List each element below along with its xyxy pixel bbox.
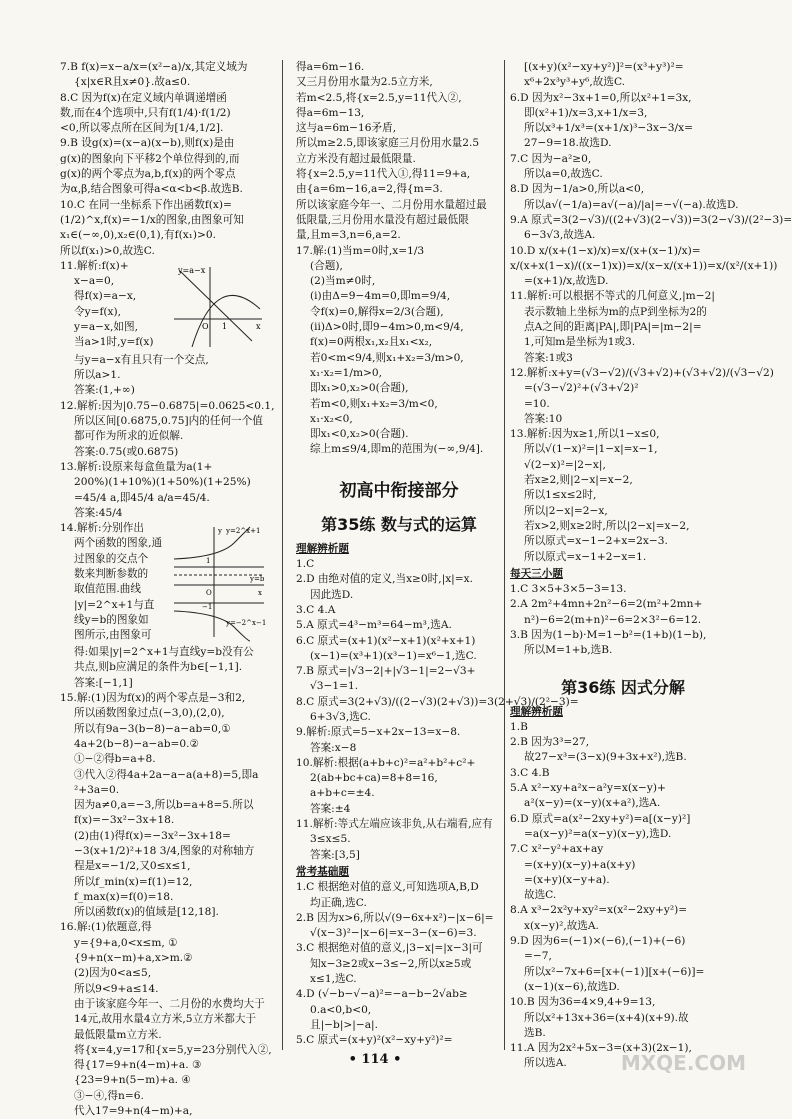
- text-line: 所以f_min(x)=f(1)=12,: [74, 875, 193, 888]
- text-line: 8.C 原式=3(2+√3)/((2−√3)(2+√3))=3(2+√3)/(2²−3)=: [296, 695, 579, 708]
- text-line: =−7,: [524, 950, 552, 963]
- text-line: 9.A 原式=3(2−√3)/((2+√3)(2−√3))=3(2−√3)/(2²−3)=: [510, 213, 792, 226]
- text-line: 为α,β,结合图象可得a<α<b<β.故选B.: [60, 183, 243, 196]
- text-line: 答案:1或3: [524, 351, 573, 364]
- text-line: 所以9<9+a≤14.: [74, 982, 159, 995]
- text-line: 令f(x)=0,解得x=2/3(合题),: [310, 305, 444, 318]
- text-line: 8.A x³−2x²y+xy²=x(x²−2xy+y²)=: [510, 904, 688, 917]
- text-line: 答案:[3,5]: [310, 848, 360, 861]
- text-line: 将{x=4,y=17和{x=5,y=23分别代入②,: [74, 1043, 272, 1056]
- text-line: 知x−3≥2或x−3≤−2,所以x≥5或: [310, 957, 472, 970]
- text-line: 数来判断参数的: [74, 568, 149, 581]
- text-line: a²(x−y)=(x−y)(x+a²),选A.: [524, 797, 661, 810]
- text-line: 选B.: [524, 1026, 546, 1039]
- graph-label: y=2^x+1: [226, 527, 261, 536]
- text-line: 2.B 因为x>6,所以√(9−6x+x²)−|x−6|=: [296, 911, 494, 924]
- text-line: =45/4 a,即45/4 a/a=45/4.: [74, 491, 210, 504]
- graph-label: 1: [222, 321, 228, 331]
- text-line: (x−1)=(x³+1)(x³−1)=x⁶−1,选C.: [310, 649, 477, 662]
- text-line: f(x)=0两根x₁,x₂且x₁<x₂,: [310, 336, 433, 349]
- text-line: 7.C x²−y²+ax+ay: [510, 843, 604, 856]
- text-line: 12.解析:因为|0.75−0.6875|=0.0625<0.1,: [60, 399, 275, 412]
- text-line: 6.C 原式=(x+1)(x²−x+1)(x²+x+1): [296, 634, 476, 647]
- text-line: (2)由(1)得f(x)=−3x²−3x+18=: [74, 829, 231, 842]
- text-line: 所以1≤x≤2时,: [524, 489, 597, 502]
- text-line: 所以函数f(x)的值域是[12,18].: [74, 906, 219, 919]
- text-line: 8.C 因为f(x)在定义域内单调递增函: [60, 91, 227, 104]
- text-line: =(√3−√2)²+(√3+√2)²: [524, 382, 639, 395]
- text-line: 6+3√3,选C.: [310, 710, 371, 723]
- text-line: 9.解析:原式=5−x+2x−13=x−8.: [296, 726, 461, 739]
- text-line: 1,可知m是坐标为1或3.: [524, 336, 636, 349]
- q11-block: [60, 259, 270, 353]
- text-line: 所以选A.: [524, 1057, 567, 1070]
- text-line: 过图象的交点个: [74, 552, 149, 565]
- text-line: [(x+y)(x²−xy+y²)]²=(x³+y³)²=: [524, 61, 684, 73]
- text-line: 答案:[−1,1]: [74, 676, 133, 689]
- text-line: √(x−3)²−|x−6|=x−3−(x−6)=3.: [310, 927, 477, 940]
- text-line: y=a−x,如图,: [74, 321, 138, 334]
- text-line: √3−1=1.: [310, 680, 359, 693]
- text-line: 得:如果|y|=2^x+1与直线y=b没有公: [74, 646, 254, 659]
- text-line: 故27−x³=(3−x)(9+3x+x²),选B.: [524, 751, 687, 764]
- text-line: 故选C.: [524, 889, 557, 902]
- text-line: =10.: [524, 397, 550, 410]
- text-line: 得{17=9+n(4−m)+a. ③: [74, 1059, 202, 1072]
- section-heading: 理解辨析题: [510, 705, 563, 718]
- column-rule-left: [282, 60, 283, 1050]
- text-line: 3≤x≤5.: [310, 833, 351, 846]
- text-line: 17.解:(1)当m=0时,x=1/3: [296, 244, 425, 257]
- text-line: x/(x+x(1−x)/((x−1)x))=x/(x−x/(x+1))=x/(x²/(x+1)): [510, 259, 778, 272]
- text-line: 答案:±4: [310, 802, 351, 815]
- text-line: (1/2)^x,f(x)=−1/x的图象,由图象可知: [60, 213, 244, 226]
- text-line: 3.B 因为(1−b)·M=1−b²=(1+b)(1−b),: [510, 628, 707, 641]
- text-line: {9+n(x−m)+a,x>m.②: [74, 952, 193, 965]
- text-line: 答案:45/4: [74, 506, 123, 519]
- text-line: 图所示,由图象可: [74, 629, 152, 642]
- text-line: (ii)Δ>0时,即9−4m>0,m<9/4,: [310, 321, 464, 334]
- q11-graph: [170, 261, 266, 349]
- text-line: 即(x²+1)/x=3,x+1/x=3,: [524, 106, 648, 119]
- text-line: 取值范围.曲线: [74, 583, 141, 596]
- text-line: 若x≥2,则|2−x|=x−2,: [524, 474, 633, 487]
- text-line: 所以f(x₁)>0,故选C.: [60, 244, 155, 257]
- graph-label: y: [218, 527, 222, 536]
- text-line: x₁∈(−∞,0),x₂∈(0,1),有f(x₁)>0.: [60, 229, 217, 242]
- text-line: 与y=a−x有且只有一个交点,: [74, 353, 209, 366]
- text-line: 9.B 设g(x)=(x−a)(x−b),则f(x)是由: [60, 137, 235, 150]
- answer-column-1: [60, 60, 275, 1118]
- text-line: 共点,则b应满足的条件为b∈[−1,1].: [74, 661, 243, 674]
- text-line: 答案:(1,+∞): [74, 384, 135, 397]
- text-line: 7.B 原式=|√3−2|+|√3−1|=2−√3+: [296, 665, 476, 678]
- text-line: 8.D 因为−1/a>0,所以a<0,: [510, 183, 645, 196]
- text-line: f_max(x)=f(0)=18.: [74, 890, 174, 903]
- text-line: 数,而在4个选项中,只有f(1/4)·f(1/2): [60, 106, 231, 119]
- text-line: 6−3√3,故选A.: [524, 229, 596, 242]
- text-line: 5.C 原式=(x+y)²(x²−xy+y²)²=: [296, 1034, 453, 1047]
- text-line: 2.D 由绝对值的定义,当x≥0时,|x|=x.: [296, 573, 473, 586]
- text-line: 立方米没有超过最低限量.: [296, 152, 416, 165]
- text-line: 均正确,选C.: [310, 896, 367, 909]
- text-line: 所以a√(−1/a)=a√(−a)/|a|=−√(−a).故选D.: [524, 198, 739, 211]
- text-line: 所以M=1+b,选B.: [524, 644, 613, 657]
- text-line: g(x)的两个零点为a,b,f(x)的两个零点: [60, 168, 236, 181]
- graph-label: x: [258, 589, 262, 598]
- text-line: 若m<0,则x₁+x₂=3/m<0,: [310, 397, 438, 410]
- text-line: (x−1)(x−6),故选D.: [524, 980, 620, 993]
- section-heading: 每天三小题: [510, 567, 563, 580]
- text-line: {23=9+n(5−m)+a. ④: [74, 1074, 191, 1087]
- text-line: 若0<m<9/4,则x₁+x₂=3/m>0,: [310, 351, 464, 364]
- text-line: 由于该家庭今年一、二月份的水费均大于: [74, 997, 265, 1010]
- text-line: 所以x³+1/x³=(x+1/x)³−3x−3/x=: [524, 122, 693, 135]
- text-line: 1.C: [296, 558, 315, 571]
- text-line: 低限量,三月份用水量没有超过最低限: [296, 213, 469, 226]
- text-line: 16.解:(1)依题意,得: [60, 921, 152, 934]
- text-line: 这与a=6m−16矛盾,: [296, 122, 397, 135]
- text-line: 7.C 因为−a²≥0,: [510, 152, 592, 165]
- text-line: 11.解析:等式左端应该非负,从右端看,应有: [296, 818, 493, 831]
- text-line: 13.解析:设原来每盒鱼量为a(1+: [60, 460, 213, 473]
- section-heading: 常考基础题: [296, 865, 349, 878]
- text-line: 1.C 3×5+3×5−3=13.: [510, 583, 627, 596]
- graph-label: 1: [206, 557, 211, 566]
- text-line: 4a+2(b−8)−a−ab=0.②: [74, 737, 199, 750]
- text-line: 0.a<0,b<0,: [310, 1003, 372, 1016]
- text-line: 1.B: [510, 720, 528, 733]
- text-line: 10.B 因为36=4×9,4+9=13,: [510, 996, 656, 1009]
- q14-block: [60, 521, 270, 645]
- text-line: 27−9=18.故选D.: [524, 137, 612, 150]
- text-line: 所以a=0,故选C.: [524, 168, 603, 181]
- text-line: (合题),: [310, 259, 343, 272]
- text-line: 15.解:(1)因为f(x)的两个零点是−3和2,: [60, 692, 246, 705]
- text-line: 10.解析:根据(a+b+c)²=a²+b²+c²+: [296, 756, 476, 769]
- text-line: 1.C 根据绝对值的意义,可知选项A,B,D: [296, 881, 479, 894]
- text-line: 将{x=2.5,y=11代入①,得11=9+a,: [296, 168, 471, 181]
- text-line: 程是x=−1/2,又0≤x≤1,: [74, 860, 191, 873]
- text-line: 表示数轴上坐标为m的点P到坐标为2的: [524, 305, 707, 318]
- text-line: 2.A 2m²+4mn+2n²−6=2(m²+2mn+: [510, 598, 703, 611]
- q14-graph: [170, 523, 268, 641]
- text-line: x(x−y)²,故选A.: [524, 919, 599, 932]
- text-line: ²+3a=0.: [74, 783, 120, 796]
- text-line: 3.C 根据绝对值的意义,|3−x|=|x−3|可: [296, 942, 483, 955]
- text-line: (2)因为0<a≤5,: [74, 967, 152, 980]
- text-line: 综上m≤9/4,即m的范围为(−∞,9/4].: [310, 443, 484, 456]
- text-line: n²)−6=2(m+n)²−6=2×3²−6=12.: [524, 613, 702, 626]
- text-line: 14元,故用水量4立方米,5立方米都大于: [74, 1013, 257, 1026]
- text-line: 当a>1时,y=f(x): [74, 336, 154, 349]
- text-line: 所以区间[0.6875,0.75]内的任何一个值: [74, 415, 263, 428]
- lesson-35-title: 第35练 数与式的运算: [321, 514, 477, 534]
- graph-label: y=a−x: [178, 265, 206, 275]
- text-line: 得f(x)=a−x,: [74, 290, 137, 303]
- text-line: 最低限量m立方米.: [74, 1028, 162, 1041]
- text-line: f(x)=−3x²−3x+18.: [74, 814, 175, 827]
- text-line: 10.C 在同一坐标系下作出函数f(x)=: [60, 198, 232, 211]
- lesson-36-title: 第36练 因式分解: [561, 677, 685, 697]
- graph-label: O: [202, 321, 209, 331]
- text-line: 所以有9a−3(b−8)−a−ab=0,①: [74, 722, 231, 735]
- text-line: =(x+1)/x,故选D.: [524, 275, 609, 288]
- text-line: 代入17=9+n(4−m)+a,: [74, 1105, 193, 1118]
- text-line: √(2−x)²=|2−x|,: [524, 458, 606, 471]
- text-line: =(x+y)(x−y+a).: [524, 873, 610, 886]
- text-line: 7.B f(x)=x−a/x=(x²−a)/x,其定义域为: [60, 61, 248, 73]
- text-line: 得a=6m−13,: [296, 106, 365, 119]
- text-line: |y|=2^x+1与直: [74, 598, 155, 611]
- text-line: =a(x−y)²=a(x−y)(x−y),选D.: [524, 827, 672, 840]
- text-line: 因此选D.: [310, 588, 354, 601]
- text-line: 由{a=6m−16,a=2,得{m=3.: [296, 183, 443, 196]
- text-line: x₁·x₂=1/m>0,: [310, 366, 383, 379]
- text-line: 10.D x/(x+(1−x)/x)=x/(x+(x−1)/x)=: [510, 244, 701, 257]
- text-line: 所以该家庭今年一、二月份用水量超过最: [296, 198, 487, 211]
- text-line: 11.解析:可以根据不等式的几何意义,|m−2|: [510, 290, 715, 303]
- text-line: 所以x²+13x+36=(x+4)(x+9).故: [524, 1011, 689, 1024]
- graph-label: y=−2^x−1: [226, 619, 267, 628]
- text-line: 6.D 原式=a(x²−2xy+y²)=a[(x−y)²]: [510, 812, 691, 825]
- text-line: 13.解析:因为x≥1,所以1−x≤0,: [510, 428, 660, 441]
- text-line: ③−④,得n=6.: [74, 1089, 144, 1102]
- text-line: ③代入②得4a+2a−a−a(a+8)=5,即a: [74, 768, 259, 781]
- text-line: 11.A 因为2x²+5x−3=(x+3)(2x−1),: [510, 1042, 692, 1055]
- text-line: 即x₁<0,x₂>0(合题).: [310, 428, 409, 441]
- text-line: −3(x+1/2)²+18 3/4,图象的对称轴方: [74, 844, 255, 857]
- part-title: 初高中衔接部分: [339, 480, 459, 501]
- text-line: 9.D 因为6=(−1)×(−6),(−1)+(−6): [510, 935, 686, 948]
- text-line: 线y=b的图象如: [74, 613, 149, 626]
- page-number: • 114 •: [348, 1052, 402, 1067]
- text-line: 令y=f(x),: [74, 305, 121, 318]
- text-line: 4.D (√−b−√−a)²=−a−b−2√ab≥: [296, 988, 468, 1001]
- text-line: 14.解析:分别作出: [60, 522, 144, 535]
- text-line: 12.解析:x+y=(√3−√2)/(√3+√2)+(√3+√2)/(√3−√2): [510, 366, 774, 379]
- text-line: 答案:0.75(或0.6875): [74, 445, 179, 458]
- text-line: x−a=0,: [74, 275, 115, 288]
- text-line: 所以a>1.: [74, 369, 121, 382]
- text-line: 所以x²−7x+6=[x+(−1)][x+(−6)]=: [524, 965, 705, 978]
- text-line: 点A之间的距离|PA|,即|PA|=|m−2|=: [524, 321, 702, 334]
- text-line: {x|x∈R且x≠0}.故a≤0.: [74, 76, 191, 89]
- text-line: x₁·x₂<0,: [310, 412, 353, 425]
- text-line: 2(ab+bc+ca)=8+8=16,: [310, 772, 438, 785]
- text-line: ①−②得b=a+8.: [74, 753, 156, 766]
- text-line: x≤1,选C.: [310, 973, 357, 986]
- text-line: 所以函数图象过点(−3,0),(2,0),: [74, 707, 225, 720]
- text-line: 3.C 4.A: [296, 603, 336, 616]
- text-line: 即x₁>0,x₂>0(合题),: [310, 382, 409, 395]
- text-line: g(x)的图象向下平移2个单位得到的,而: [60, 152, 240, 165]
- text-line: 5.A 原式=4³−m³=64−m³,选A.: [296, 619, 452, 632]
- text-line: x⁶+2x³y³+y⁶,故选C.: [524, 76, 626, 89]
- text-line: 若x>2,则x≥2时,所以|2−x|=x−2,: [524, 519, 690, 532]
- column-rule-right: [504, 60, 505, 1050]
- text-line: 量,且m=3,n=6,a=2.: [296, 229, 401, 242]
- text-line: 5.A x²−xy+a²x−a²y=x(x−y)+: [510, 782, 666, 795]
- text-line: 所以√(1−x)²=|1−x|=x−1,: [524, 443, 658, 456]
- text-line: (i)由Δ=9−4m=0,即m=9/4,: [310, 290, 451, 303]
- text-line: 6.D 因为x²−3x+1=0,所以x²+1=3x,: [510, 91, 692, 104]
- text-line: 答案:10: [524, 412, 563, 425]
- text-line: 两个函数的图象,通: [74, 537, 163, 550]
- text-line: y={9+a,0<x≤m, ①: [74, 936, 178, 949]
- text-line: 3.C 4.B: [510, 766, 550, 779]
- graph-label: O: [206, 589, 212, 598]
- text-line: 因为a≠0,a=−3,所以b=a+8=5.所以: [74, 799, 254, 812]
- section-heading: 理解辨析题: [296, 542, 349, 555]
- graph-label: y=b: [250, 575, 265, 584]
- text-line: 11.解析:f(x)+: [60, 259, 129, 272]
- text-line: 答案:x−8: [310, 741, 357, 754]
- text-line: 所以原式=x−1+2−x=1.: [524, 550, 647, 563]
- text-line: 所以|2−x|=2−x,: [524, 504, 608, 517]
- graph-label: −1: [202, 603, 213, 612]
- text-line: <0,所以零点所在区间为[1/4,1/2].: [60, 122, 224, 135]
- text-line: (2)当m≠0时,: [310, 275, 376, 288]
- text-line: 若m<2.5,将{x=2.5,y=11代入②,: [296, 91, 462, 104]
- text-line: 200%)(1+10%)(1+50%)(1+25%): [74, 476, 251, 489]
- text-line: 又三月份用水量为2.5立方米,: [296, 76, 433, 89]
- text-line: 所以原式=x−1−2+x=2x−3.: [524, 535, 668, 548]
- text-line: 2.B 因为3³=27,: [510, 736, 590, 749]
- text-line: 都可作为所求的近似解.: [74, 430, 184, 443]
- text-line: a+b+c=±4.: [310, 787, 375, 800]
- text-line: 且|−b|>|−a|.: [310, 1018, 378, 1031]
- text-line: 得a=6m−16.: [296, 61, 365, 73]
- watermark: MXQE.COM: [620, 1051, 746, 1075]
- text-line: =(x+y)(x−y)+a(x+y): [524, 858, 636, 871]
- graph-label: x: [256, 321, 261, 331]
- text-line: 所以m≥2.5,即该家庭三月份用水量2.5: [296, 137, 480, 150]
